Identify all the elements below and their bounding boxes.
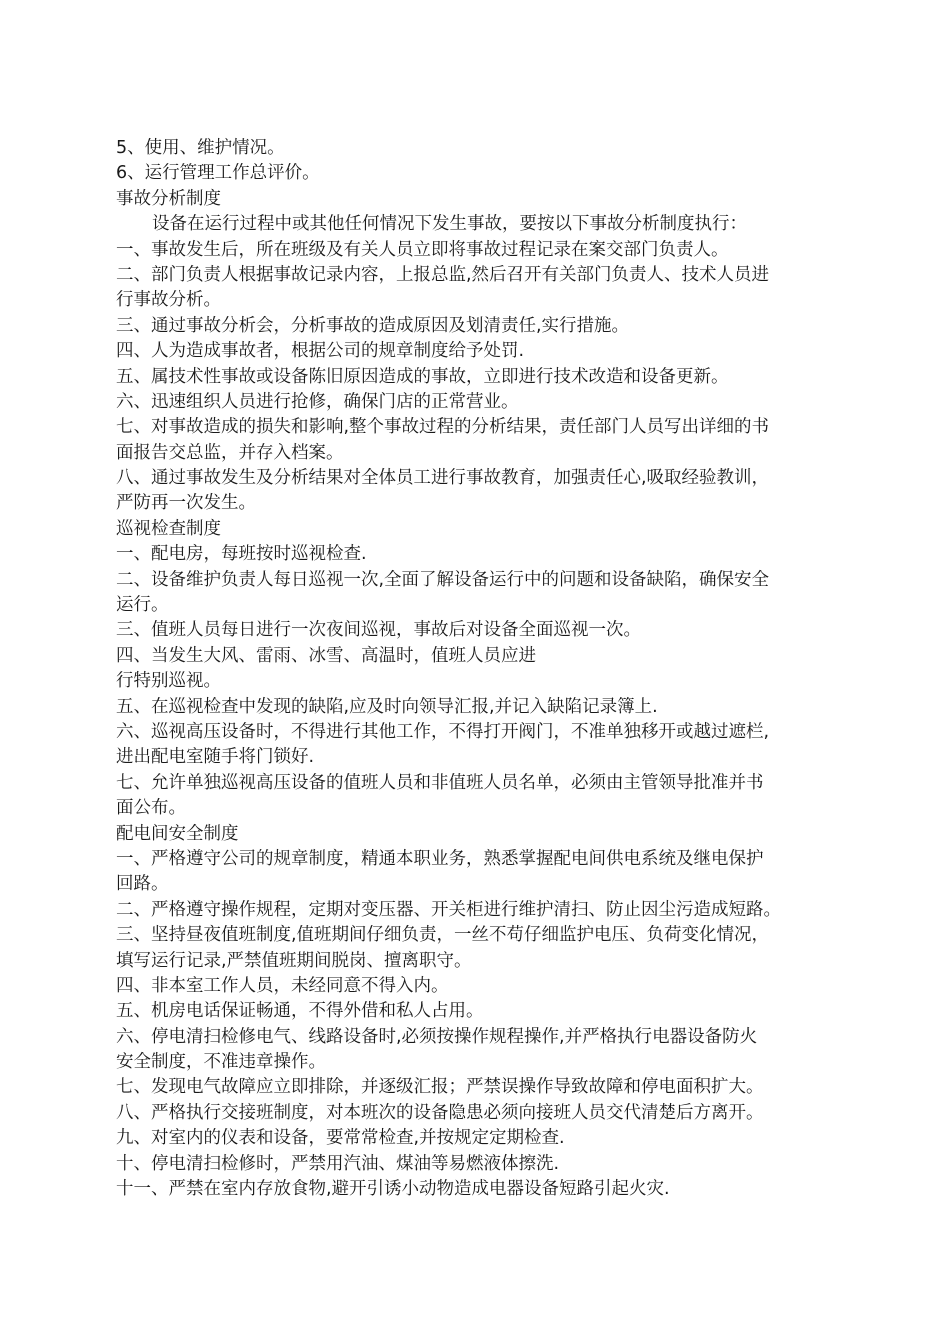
text-line: 四、人为造成事故者，根据公司的规章制度给予处罚. [116,341,525,362]
text-line: 面报告交总监，并存入档案。 [116,442,344,463]
section-heading: 巡视检查制度 [116,518,221,539]
text-line: 五、机房电话保证畅通，不得外借和私人占用。 [116,1001,484,1022]
text-line: 一、事故发生后，所在班级及有关人员立即将事故过程记录在案交部门负责人。 [116,239,729,260]
text-line: 五、在巡视检查中发现的缺陷,应及时向领导汇报,并记入缺陷记录簿上. [116,696,658,717]
text-line: 三、坚持昼夜值班制度,值班期间仔细负责，一丝不苟仔细监护电压、负荷变化情况， [116,925,770,946]
text-line: 严防再一次发生。 [116,493,256,514]
text-line: 四、非本室工作人员，未经同意不得入内。 [116,975,449,996]
text-line: 行事故分析。 [116,290,221,311]
text-line: 设备在运行过程中或其他任何情况下发生事故，要按以下事故分析制度执行： [152,214,747,235]
text-line: 进出配电室随手将门锁好. [116,747,315,768]
text-line: 面公布。 [116,798,186,819]
text-line: 6、运行管理工作总评价。 [116,163,320,184]
text-line: 六、巡视高压设备时，不得进行其他工作，不得打开阀门，不准单独移开或越过遮栏, [116,721,770,742]
text-line: 六、迅速组织人员进行抢修，确保门店的正常营业。 [116,391,519,412]
text-line: 二、严格遵守操作规程，定期对变压器、开关柜进行维护清扫、防止因尘污造成短路。 [116,899,781,920]
text-line: 八、通过事故发生及分析结果对全体员工进行事故教育，加强责任心,吸取经验教训， [116,468,770,489]
text-line: 行特别巡视。 [116,671,221,692]
text-line: 三、值班人员每日进行一次夜间巡视，事故后对设备全面巡视一次。 [116,620,641,641]
text-line: 四、当发生大风、雷雨、冰雪、高温时，值班人员应进 [116,645,536,666]
text-line: 九、对室内的仪表和设备，要常常检查,并按规定定期检查. [116,1128,565,1149]
text-line: 运行。 [116,595,169,616]
text-line: 安全制度，不准违章操作。 [116,1052,326,1073]
text-line: 二、部门负责人根据事故记录内容，上报总监,然后召开有关部门负责人、技术人员进 [116,264,770,285]
document-body [116,136,836,1202]
text-line: 五、属技术性事故或设备陈旧原因造成的事故，立即进行技术改造和设备更新。 [116,366,729,387]
text-line: 六、停电清扫检修电气、线路设备时,必须按操作规程操作,并严格执行电器设备防火 [116,1026,758,1047]
text-line: 十、停电清扫检修时，严禁用汽油、煤油等易燃液体擦洗. [116,1153,560,1174]
section-heading: 配电间安全制度 [116,823,239,844]
text-line: 一、配电房，每班按时巡视检查. [116,544,367,565]
section-heading: 事故分析制度 [116,188,221,209]
text-line: 十一、严禁在室内存放食物,避开引诱小动物造成电器设备短路引起火灾. [116,1179,670,1200]
text-line: 二、设备维护负责人每日巡视一次,全面了解设备运行中的问题和设备缺陷，确保安全 [116,569,770,590]
text-line: 一、严格遵守公司的规章制度，精通本职业务，熟悉掌握配电间供电系统及继电保护 [116,848,764,869]
text-line: 七、发现电气故障应立即排除，并逐级汇报；严禁误操作导致故障和停电面积扩大。 [116,1077,764,1098]
text-line: 5、使用、维护情况。 [116,138,285,158]
text-line: 七、对事故造成的损失和影响,整个事故过程的分析结果，责任部门人员写出详细的书 [116,417,770,438]
text-line: 三、通过事故分析会，分析事故的造成原因及划清责任,实行措施。 [116,315,630,336]
text-line: 七、允许单独巡视高压设备的值班人员和非值班人员名单，必须由主管领导批准并书 [116,772,764,793]
text-line: 八、严格执行交接班制度，对本班次的设备隐患必须向接班人员交代清楚后方离开。 [116,1102,764,1123]
text-line: 填写运行记录,严禁值班期间脱岗、擅离职守。 [116,950,472,971]
text-line: 回路。 [116,874,169,895]
